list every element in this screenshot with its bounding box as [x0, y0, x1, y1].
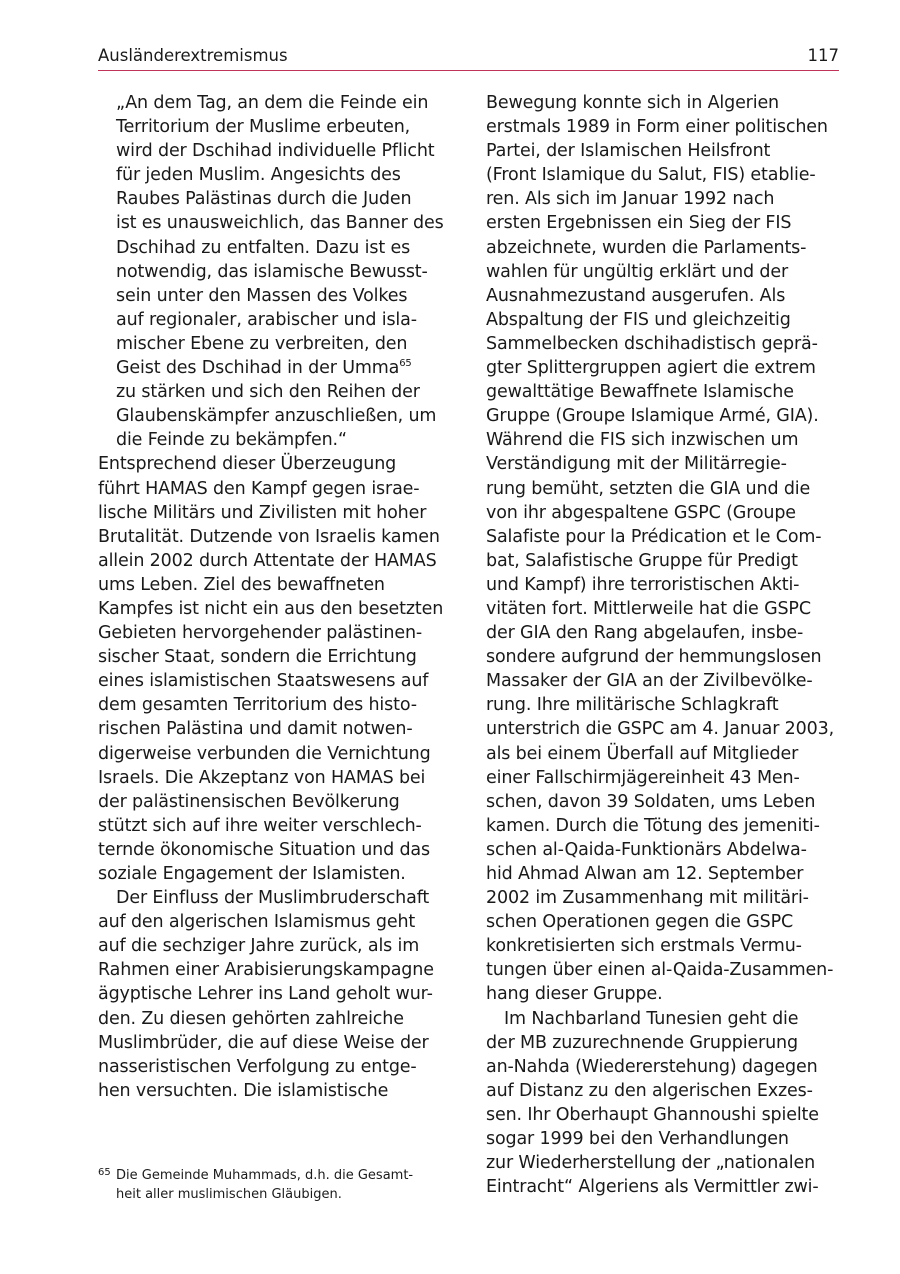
quote-line: für jeden Muslim. Angesichts des [116, 165, 401, 186]
text-line: Der Einfluss der Muslimbruderschaft [116, 888, 430, 909]
quote-line: ist es unausweichlich, das Banner des [116, 213, 444, 234]
text-line: von ihr abgespaltene GSPC (Groupe [486, 502, 796, 523]
text-line: auf Distanz zu den algerischen Exzes- [486, 1080, 813, 1101]
text-line: und Kampf) ihre terroristischen Akti- [486, 574, 800, 595]
text-line: rung. Ihre militärische Schlagkraft [486, 695, 779, 716]
text-line: der palästinensischen Bevölkerung [98, 791, 400, 812]
text-line: Sammelbecken dschihadistisch geprä- [486, 333, 818, 354]
paragraph-algeria-continued [486, 91, 841, 1007]
footnote-number: 65 [98, 1167, 111, 1178]
text-line: der MB zuzurechnende Gruppierung [486, 1032, 798, 1053]
quote-line: mischer Ebene zu verbreiten, den [116, 333, 408, 354]
text-line: soziale Engagement der Islamisten. [98, 864, 406, 884]
text-line: erstmals 1989 in Form einer politischen [486, 117, 828, 138]
text-line: rung bemüht, setzten die GIA und die [486, 478, 811, 499]
text-line: Entsprechend dieser Überzeugung [98, 454, 397, 475]
text-line: (Front Islamique du Salut, FIS) etablie- [486, 165, 816, 186]
footnote [98, 1167, 458, 1204]
text-line: dem gesamten Territorium des histo- [98, 695, 417, 716]
text-line: sen. Ihr Oberhaupt Ghannoushi spielte [486, 1104, 819, 1125]
text-line: stützt sich auf ihre weiter verschlech- [98, 815, 422, 836]
text-line: kamen. Durch die Tötung des jemeniti- [486, 815, 820, 836]
text-line: Gruppe (Groupe Islamique Armé, GIA). [486, 406, 819, 427]
text-line: sondere aufgrund der hemmungslosen [486, 647, 822, 668]
block-quote [98, 91, 453, 452]
text-line: abzeichnete, wurden die Parlaments- [486, 237, 807, 258]
text-line: Salafiste pour la Prédication et le Com- [486, 526, 822, 547]
text-line: schen Operationen gegen die GSPC [486, 912, 794, 933]
text-line: den. Zu diesen gehörten zahlreiche [98, 1008, 404, 1029]
quote-line: Territorium der Muslime erbeuten, [116, 117, 411, 138]
text-line: allein 2002 durch Attentate der HAMAS [98, 550, 437, 571]
text-line: auf den algerischen Islamismus geht [98, 912, 416, 933]
text-line: Während die FIS sich inzwischen um [486, 430, 799, 451]
text-line: schen al-Qaida-Funktionärs Abdelwa- [486, 839, 807, 860]
text-line: gewalttätige Bewaffnete Islamische [486, 382, 794, 403]
text-line: gter Splittergruppen agiert die extrem [486, 358, 816, 379]
text-line: Rahmen einer Arabisierungskampagne [98, 960, 434, 981]
quote-line: Raubes Palästinas durch die Juden [116, 189, 412, 210]
quote-line: Glaubenskämpfer anzuschließen, um [116, 406, 437, 427]
quote-line-text: Geist des Dschihad in der Umma [116, 358, 400, 379]
text-line: wahlen für ungültig erklärt und der [486, 261, 789, 282]
text-line: ren. Als sich im Januar 1992 nach [486, 189, 775, 210]
text-line: lische Militärs und Zivilisten mit hoher [98, 502, 427, 523]
text-line: unterstrich die GSPC am 4. Januar 2003, [486, 719, 835, 740]
text-line: ums Leben. Ziel des bewaffneten [98, 574, 385, 595]
paragraph-tunisia [486, 1007, 841, 1200]
right-column [486, 91, 841, 1199]
text-line: konkretisierten sich erstmals Vermu- [486, 936, 802, 957]
text-line: tungen über einen al-Qaida-Zusammen- [486, 960, 834, 981]
text-line: digerweise verbunden die Vernichtung [98, 743, 431, 764]
section-title: Ausländerextremismus [98, 46, 288, 65]
footnote-line: heit aller muslimischen Gläubigen. [116, 1186, 342, 1202]
text-line: sischer Staat, sondern die Errichtung [98, 647, 417, 668]
text-line: als bei einem Überfall auf Mitglieder [486, 743, 799, 764]
text-line: Partei, der Islamischen Heilsfront [486, 141, 771, 162]
text-line: Israels. Die Akzeptanz von HAMAS bei [98, 767, 426, 788]
text-line: führt HAMAS den Kampf gegen israe- [98, 478, 420, 499]
text-line: ägyptische Lehrer ins Land geholt wur- [98, 984, 433, 1005]
left-column [98, 91, 453, 1103]
quote-line: wird der Dschihad individuelle Pflicht [116, 141, 435, 162]
quote-line: notwendig, das islamische Bewusst- [116, 261, 428, 282]
quote-line: „An dem Tag, an dem die Feinde ein [116, 93, 429, 113]
text-line: einer Fallschirmjägereinheit 43 Men- [486, 767, 800, 788]
text-line: bat, Salafistische Gruppe für Predigt [486, 550, 798, 571]
text-line: Brutalität. Dutzende von Israelis kamen [98, 526, 440, 547]
quote-line: die Feinde zu bekämpfen.“ [116, 430, 347, 451]
text-line: sogar 1999 bei den Verhandlungen [486, 1129, 789, 1150]
text-line: auf die sechziger Jahre zurück, als im [98, 936, 420, 957]
text-line: der GIA den Rang abgelaufen, insbe- [486, 623, 804, 644]
text-line: zur Wiederherstellung der „nationalen [486, 1153, 816, 1174]
text-line: ternde ökonomische Situation und das [98, 839, 430, 860]
text-line: Muslimbrüder, die auf diese Weise der [98, 1032, 429, 1053]
text-line: an-Nahda (Wiedererstehung) dagegen [486, 1056, 818, 1077]
page-number: 117 [807, 46, 839, 65]
quote-line: Dschihad zu entfalten. Dazu ist es [116, 237, 411, 258]
text-line: 2002 im Zusammenhang mit militäri- [486, 888, 809, 909]
text-line: Eintracht“ Algeriens als Vermittler zwi- [486, 1177, 819, 1198]
text-line: nasseristischen Verfolgung zu entge- [98, 1056, 417, 1077]
quote-line-with-footnote [98, 356, 453, 380]
paragraph-hamas [98, 452, 453, 886]
quote-line: sein unter den Massen des Volkes [116, 285, 408, 306]
text-line: Bewegung konnte sich in Algerien [486, 93, 779, 113]
running-header [98, 44, 839, 71]
text-line: eines islamistischen Staatswesens auf [98, 671, 429, 692]
quote-line: zu stärken und sich den Reihen der [116, 382, 420, 403]
text-line: Abspaltung der FIS und gleichzeitig [486, 309, 791, 330]
text-line: hid Ahmad Alwan am 12. September [486, 864, 804, 884]
text-line: Massaker der GIA an der Zivilbevölke- [486, 671, 813, 692]
text-line: rischen Palästina und damit notwen- [98, 719, 413, 740]
text-line: Ausnahmezustand ausgerufen. Als [486, 285, 786, 306]
footnote-reference[interactable]: 65 [399, 358, 412, 370]
text-line: Gebieten hervorgehender palästinen- [98, 623, 423, 644]
paragraph-algeria [98, 886, 453, 1103]
text-line: Verständigung mit der Militärregie- [486, 454, 787, 475]
text-line: hang dieser Gruppe. [486, 984, 663, 1005]
text-line: schen, davon 39 Soldaten, ums Leben [486, 791, 816, 812]
text-line: vitäten fort. Mittlerweile hat die GSPC [486, 598, 811, 619]
text-line: hen versuchten. Die islamistische [98, 1080, 389, 1101]
text-line: Kampfes ist nicht ein aus den besetzten [98, 598, 444, 619]
text-line: Im Nachbarland Tunesien geht die [504, 1008, 799, 1029]
text-line: ersten Ergebnissen ein Sieg der FIS [486, 213, 792, 234]
footnote-line: Die Gemeinde Muhammads, d.h. die Gesamt- [116, 1168, 414, 1183]
quote-line: auf regionaler, arabischer und isla- [116, 309, 417, 330]
